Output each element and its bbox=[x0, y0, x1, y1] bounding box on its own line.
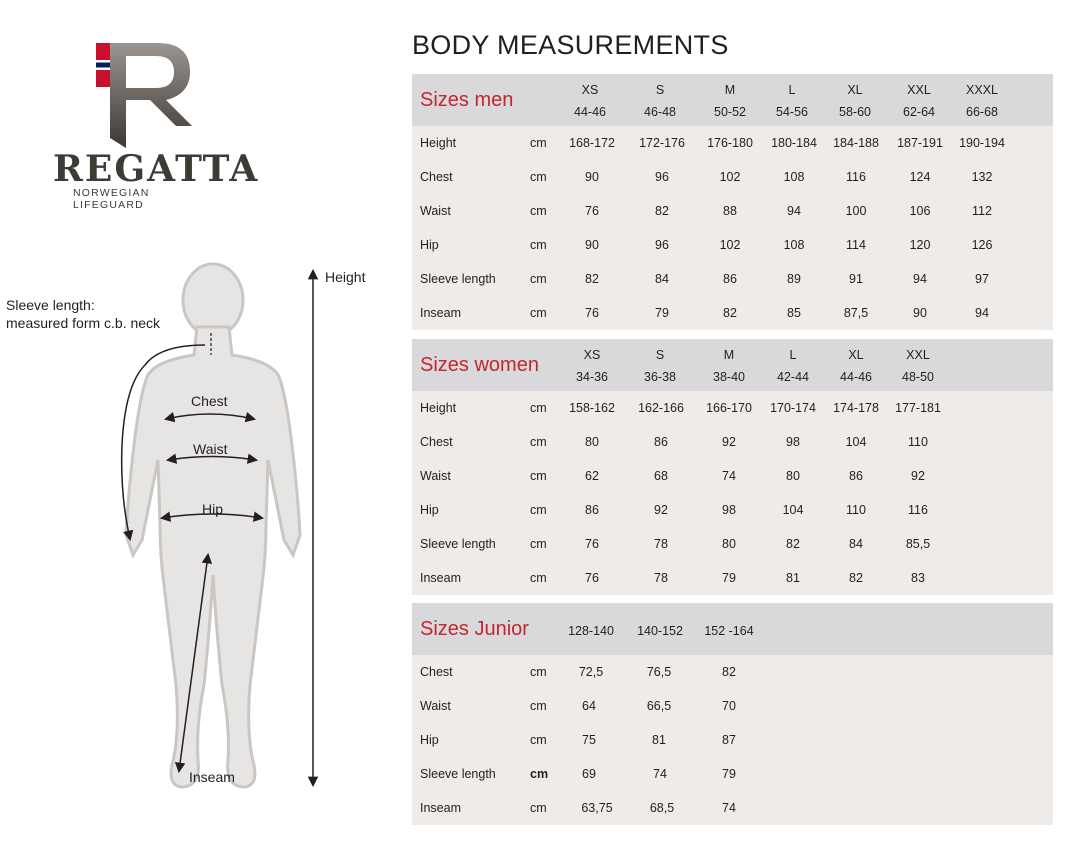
row-label: Inseam bbox=[420, 801, 461, 815]
measure-row-sleeve-length bbox=[412, 262, 1053, 296]
size-column-xs bbox=[555, 79, 625, 123]
row-unit: cm bbox=[530, 503, 547, 517]
table-cell: 104 bbox=[845, 435, 867, 449]
table-cell: 168-172 bbox=[569, 136, 615, 150]
table-cell: 82 bbox=[786, 537, 800, 551]
row-label: Sleeve length bbox=[420, 767, 496, 781]
table-cell: 86 bbox=[723, 272, 737, 286]
size-column-m bbox=[695, 79, 765, 123]
size-name: XXXL bbox=[966, 83, 998, 97]
row-unit: cm bbox=[530, 272, 547, 286]
table-cell: 92 bbox=[722, 435, 736, 449]
size-range: 54-56 bbox=[776, 105, 808, 119]
row-label: Chest bbox=[420, 435, 453, 449]
row-unit: cm bbox=[530, 665, 547, 679]
table-cell: 74 bbox=[722, 801, 736, 815]
size-name: L bbox=[789, 348, 797, 362]
size-column-s bbox=[625, 344, 695, 388]
measure-row-chest bbox=[412, 425, 1053, 459]
size-name: XXL bbox=[907, 83, 931, 97]
table-cell: 68,5 bbox=[649, 801, 675, 815]
table-cell: 158-162 bbox=[569, 401, 615, 415]
row-unit: cm bbox=[530, 469, 547, 483]
table-cell: 108 bbox=[783, 170, 805, 184]
row-unit: cm bbox=[530, 306, 547, 320]
table-cell: 63,75 bbox=[581, 801, 613, 815]
size-name: L bbox=[788, 83, 796, 97]
size-range: 42-44 bbox=[777, 370, 809, 384]
page-title: BODY MEASUREMENTS bbox=[412, 30, 729, 60]
size-column-xxxl bbox=[947, 79, 1017, 123]
row-unit: cm bbox=[530, 801, 547, 815]
table-cell: 166-170 bbox=[706, 401, 752, 415]
size-column-128-140 bbox=[556, 620, 626, 642]
size-range: 36-38 bbox=[644, 370, 676, 384]
table-cell: 76 bbox=[585, 571, 599, 585]
regatta-r-emblem bbox=[40, 38, 260, 158]
table-cell: 75 bbox=[582, 733, 596, 747]
measure-row-hip bbox=[412, 723, 1053, 757]
table-cell: 69 bbox=[582, 767, 596, 781]
table-title: Sizes men bbox=[420, 89, 514, 111]
table-cell: 70 bbox=[722, 699, 736, 713]
table-cell: 86 bbox=[849, 469, 863, 483]
row-unit: cm bbox=[530, 204, 547, 218]
table-cell: 94 bbox=[787, 204, 801, 218]
table-cell: 104 bbox=[782, 503, 804, 517]
table-cell: 184-188 bbox=[833, 136, 879, 150]
table-cell: 97 bbox=[975, 272, 989, 286]
table-cell: 106 bbox=[909, 204, 931, 218]
table-cell: 74 bbox=[653, 767, 667, 781]
row-label: Inseam bbox=[420, 571, 461, 585]
table-sizes-women bbox=[412, 339, 1053, 595]
measure-row-sleeve-length bbox=[412, 527, 1053, 561]
row-label: Hip bbox=[420, 733, 439, 747]
table-cell: 83 bbox=[911, 571, 925, 585]
measure-row-sleeve-length bbox=[412, 757, 1053, 791]
table-cell: 96 bbox=[655, 170, 669, 184]
table-cell: 80 bbox=[585, 435, 599, 449]
table-cell: 76,5 bbox=[646, 665, 672, 679]
size-column-s bbox=[625, 79, 695, 123]
size-range: 152 -164 bbox=[704, 624, 754, 638]
body-silhouette bbox=[0, 255, 400, 815]
height-label: Height bbox=[325, 269, 366, 285]
measure-row-height bbox=[412, 391, 1053, 425]
table-cell: 76 bbox=[585, 537, 599, 551]
measure-row-inseam bbox=[412, 561, 1053, 595]
measure-row-inseam bbox=[412, 296, 1053, 330]
table-header bbox=[412, 339, 1053, 391]
size-column-140-152 bbox=[625, 620, 695, 642]
size-column-152-164 bbox=[694, 620, 764, 642]
measure-row-waist bbox=[412, 689, 1053, 723]
measure-row-chest bbox=[412, 655, 1053, 689]
table-cell: 176-180 bbox=[707, 136, 753, 150]
size-column-xxl bbox=[883, 344, 953, 388]
table-cell: 110 bbox=[908, 435, 928, 449]
table-cell: 90 bbox=[913, 306, 927, 320]
sleeve-label-line1: Sleeve length: bbox=[6, 297, 95, 313]
table-header bbox=[412, 603, 1053, 655]
table-cell: 72,5 bbox=[578, 665, 604, 679]
table-cell: 190-194 bbox=[959, 136, 1005, 150]
table-cell: 82 bbox=[849, 571, 863, 585]
table-cell: 88 bbox=[723, 204, 737, 218]
size-column-xl bbox=[821, 344, 891, 388]
size-range: 58-60 bbox=[839, 105, 871, 119]
measure-row-height bbox=[412, 126, 1053, 160]
table-cell: 66,5 bbox=[646, 699, 672, 713]
table-cell: 180-184 bbox=[771, 136, 817, 150]
table-title: Sizes Junior bbox=[420, 618, 529, 640]
table-cell: 84 bbox=[849, 537, 863, 551]
table-cell: 120 bbox=[909, 238, 931, 252]
row-label: Sleeve length bbox=[420, 272, 496, 286]
row-label: Chest bbox=[420, 170, 453, 184]
table-cell: 78 bbox=[654, 537, 668, 551]
size-column-xs bbox=[557, 344, 627, 388]
size-range: 44-46 bbox=[574, 105, 606, 119]
table-cell: 94 bbox=[975, 306, 989, 320]
table-cell: 114 bbox=[846, 238, 866, 252]
table-cell: 84 bbox=[655, 272, 669, 286]
row-unit: cm bbox=[530, 733, 547, 747]
table-cell: 102 bbox=[719, 170, 741, 184]
waist-label: Waist bbox=[193, 441, 228, 457]
table-cell: 79 bbox=[722, 767, 736, 781]
size-name: M bbox=[723, 348, 735, 362]
row-unit: cm bbox=[530, 238, 547, 252]
row-label: Hip bbox=[420, 503, 439, 517]
table-cell: 86 bbox=[654, 435, 668, 449]
row-unit: cm bbox=[530, 435, 547, 449]
table-cell: 108 bbox=[783, 238, 805, 252]
size-name: XS bbox=[581, 83, 599, 97]
row-label: Inseam bbox=[420, 306, 461, 320]
table-cell: 78 bbox=[654, 571, 668, 585]
size-column-l bbox=[758, 344, 828, 388]
size-name: XL bbox=[847, 83, 863, 97]
row-label: Hip bbox=[420, 238, 439, 252]
row-unit: cm bbox=[530, 571, 547, 585]
table-cell: 76 bbox=[585, 306, 599, 320]
sleeve-label-line2: measured form c.b. neck bbox=[6, 315, 161, 331]
table-cell: 116 bbox=[908, 503, 928, 517]
table-cell: 80 bbox=[722, 537, 736, 551]
table-cell: 124 bbox=[909, 170, 931, 184]
body-figure bbox=[0, 255, 400, 815]
table-cell: 68 bbox=[654, 469, 668, 483]
size-column-xxl bbox=[884, 79, 954, 123]
table-cell: 89 bbox=[787, 272, 801, 286]
row-label: Height bbox=[420, 136, 457, 150]
row-label: Sleeve length bbox=[420, 537, 496, 551]
table-cell: 82 bbox=[655, 204, 669, 218]
table-sizes-men bbox=[412, 74, 1053, 330]
measure-row-inseam bbox=[412, 791, 1053, 825]
table-cell: 81 bbox=[786, 571, 800, 585]
table-cell: 132 bbox=[971, 170, 993, 184]
table-cell: 92 bbox=[911, 469, 925, 483]
size-range: 44-46 bbox=[840, 370, 872, 384]
table-cell: 102 bbox=[719, 238, 741, 252]
table-cell: 92 bbox=[654, 503, 668, 517]
size-name: M bbox=[724, 83, 736, 97]
size-range: 46-48 bbox=[644, 105, 676, 119]
size-range: 48-50 bbox=[902, 370, 934, 384]
row-unit: cm bbox=[530, 401, 547, 415]
size-column-xl bbox=[820, 79, 890, 123]
table-cell: 62 bbox=[585, 469, 599, 483]
measure-row-hip bbox=[412, 228, 1053, 262]
size-name: XXL bbox=[906, 348, 930, 362]
measure-row-hip bbox=[412, 493, 1053, 527]
table-cell: 172-176 bbox=[639, 136, 685, 150]
table-cell: 85 bbox=[787, 306, 801, 320]
table-sizes-junior bbox=[412, 603, 1053, 825]
size-name: S bbox=[655, 348, 665, 362]
row-unit: cm bbox=[530, 767, 549, 781]
norwegian-flag-icon bbox=[96, 43, 110, 87]
row-unit: cm bbox=[530, 537, 547, 551]
size-column-l bbox=[757, 79, 827, 123]
table-cell: 64 bbox=[582, 699, 596, 713]
table-cell: 126 bbox=[971, 238, 993, 252]
table-cell: 112 bbox=[972, 204, 992, 218]
table-cell: 82 bbox=[585, 272, 599, 286]
table-cell: 79 bbox=[655, 306, 669, 320]
size-range: 50-52 bbox=[714, 105, 746, 119]
measure-row-waist bbox=[412, 459, 1053, 493]
row-unit: cm bbox=[530, 136, 547, 150]
size-range: 140-152 bbox=[637, 624, 683, 638]
table-cell: 162-166 bbox=[638, 401, 684, 415]
table-cell: 116 bbox=[846, 170, 866, 184]
table-cell: 91 bbox=[849, 272, 863, 286]
row-label: Height bbox=[420, 401, 457, 415]
table-cell: 86 bbox=[585, 503, 599, 517]
size-name: S bbox=[655, 83, 665, 97]
table-title: Sizes women bbox=[420, 354, 539, 376]
table-cell: 170-174 bbox=[770, 401, 816, 415]
hip-label: Hip bbox=[202, 501, 224, 517]
table-cell: 174-178 bbox=[833, 401, 879, 415]
measure-row-chest bbox=[412, 160, 1053, 194]
table-cell: 98 bbox=[722, 503, 736, 517]
row-label: Waist bbox=[420, 699, 451, 713]
r-letter-shape bbox=[110, 43, 192, 148]
brand-name: REGATTA bbox=[53, 148, 260, 190]
table-cell: 187-191 bbox=[897, 136, 943, 150]
table-cell: 110 bbox=[846, 503, 866, 517]
row-label: Waist bbox=[420, 469, 451, 483]
table-cell: 79 bbox=[722, 571, 736, 585]
row-unit: cm bbox=[530, 170, 547, 184]
size-column-m bbox=[694, 344, 764, 388]
table-cell: 94 bbox=[913, 272, 927, 286]
table-cell: 100 bbox=[845, 204, 867, 218]
size-range: 38-40 bbox=[713, 370, 745, 384]
table-cell: 98 bbox=[786, 435, 800, 449]
size-range: 66-68 bbox=[966, 105, 998, 119]
size-range: 128-140 bbox=[568, 624, 614, 638]
table-cell: 80 bbox=[786, 469, 800, 483]
table-cell: 87,5 bbox=[843, 306, 869, 320]
size-range: 34-36 bbox=[576, 370, 608, 384]
table-cell: 87 bbox=[722, 733, 736, 747]
table-cell: 90 bbox=[585, 238, 599, 252]
table-cell: 96 bbox=[655, 238, 669, 252]
table-cell: 81 bbox=[652, 733, 666, 747]
table-cell: 74 bbox=[722, 469, 736, 483]
row-label: Chest bbox=[420, 665, 453, 679]
row-unit: cm bbox=[530, 699, 547, 713]
size-name: XL bbox=[848, 348, 864, 362]
brand-tagline: NORWEGIAN LIFEGUARD bbox=[73, 187, 150, 211]
size-range: 62-64 bbox=[903, 105, 935, 119]
table-cell: 90 bbox=[585, 170, 599, 184]
table-cell: 85,5 bbox=[905, 537, 931, 551]
table-header bbox=[412, 74, 1053, 126]
size-name: XS bbox=[583, 348, 601, 362]
measure-row-waist bbox=[412, 194, 1053, 228]
chest-label: Chest bbox=[191, 393, 228, 409]
inseam-label: Inseam bbox=[189, 769, 235, 785]
row-label: Waist bbox=[420, 204, 451, 218]
table-cell: 177-181 bbox=[895, 401, 941, 415]
table-cell: 76 bbox=[585, 204, 599, 218]
table-cell: 82 bbox=[723, 306, 737, 320]
table-cell: 82 bbox=[722, 665, 736, 679]
